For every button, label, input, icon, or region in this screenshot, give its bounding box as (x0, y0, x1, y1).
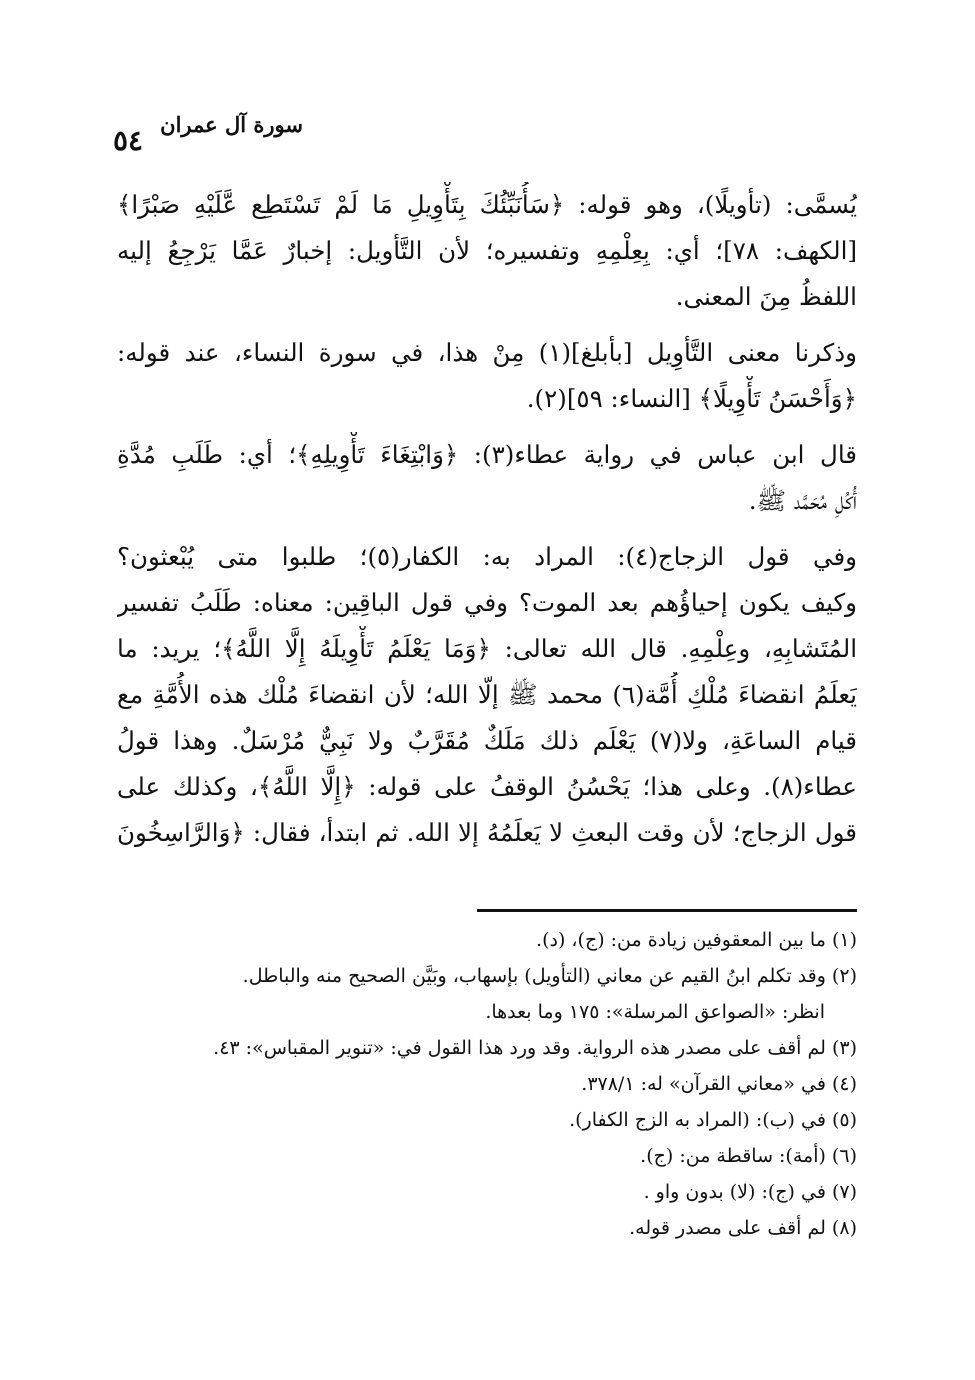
text-line: اللفظُ مِنَ المعنى. (675, 282, 857, 311)
footnote: (١) ما بين المعقوفين زيادة من: (ج)، (د). (536, 929, 857, 951)
footnote: (٦) (أمة): ساقطة من: (ج). (640, 1145, 857, 1167)
text-line: عطاء(٨). وعلى هذا؛ يَحْسُنُ الوقفُ على قوله: ﴿إِلَّا اللَّهُ﴾، وكذلك على (117, 772, 857, 801)
footnote: (٥) في (ب): (المراد به الزج الكفار). (569, 1109, 857, 1131)
text-line: [الكهف: ٧٨]؛ أي: بِعِلْمِهِ وتفسيره؛ لأن التَّأويل: إخبارٌ عَمَّا يَرْجِعُ إليه (117, 236, 857, 265)
text-line: المُتَشابِهِ، وعِلْمِهِ. قال الله تعالى: ﴿وَمَا يَعْلَمُ تَأْوِيلَهُ إِلَّا اللَّهُ﴾؛ يريد: ما (117, 634, 857, 663)
text-line: ﴿وَأَحْسَنُ تَأْوِيلًا﴾ [النساء: ٥٩](٢). (526, 384, 857, 413)
text-line: يَعلَمُ انقضاءَ مُلْكِ أُمَّة(٦) محمد ﷺ إلّا الله؛ لأن انقضاءَ مُلْك هذه الأُمَّةِ مع (117, 680, 857, 709)
footnote: (٢) وقد تكلم ابنُ القيم عن معاني (التأويل) بإسهاب، وبَيَّن الصحيح منه والباطل. (242, 965, 857, 987)
text-line: قول الزجاج؛ لأن وقت البعثِ لا يَعلَمُهُ إلا الله. ثم ابتدأ، فقال: ﴿وَالرَّاسِخُونَ (117, 818, 857, 847)
footnote: (٨) لم أقف على مصدر قوله. (629, 1217, 857, 1239)
text-line: قال ابن عباس في رواية عطاء(٣): ﴿وَابْتِغَاءَ تَأْوِيلِهِ﴾؛ أي: طَلَبِ مُدَّةِ (117, 440, 857, 469)
running-header-title: سورة آل عمران (160, 112, 303, 137)
footnote-continuation: انظر: «الصواعق المرسلة»: ١٧٥ وما بعدها. (485, 1001, 825, 1023)
text-line: أُكُلِ مُحَمَّد ﷺ. (748, 486, 857, 515)
text-line: وذكرنا معنى التَّأوِيل [بأبلغ](١) مِنْ هذا، في سورة النساء، عند قوله: (117, 338, 857, 367)
text-line: قيام الساعَةِ، ولا(٧) يَعْلَم ذلك مَلَكٌ مُقَرَّبٌ ولا نَبِيٌّ مُرْسَلٌ. وهذا قولُ (117, 726, 857, 755)
text-line: وكيف يكون إحياؤُهم بعد الموت؟ وفي قول الباقِين: معناه: طَلَبُ تفسير (117, 588, 857, 617)
footnote-separator (477, 909, 857, 912)
main-text (117, 182, 857, 856)
footnotes (117, 922, 857, 1246)
text-line: يُسمَّى: (تأويلًا)، وهو قوله: ﴿سَأُنَبِّئُكَ بِتَأْوِيلِ مَا لَمْ تَسْتَطِع عَّلَيْهِ صَبْرًا﴾ (117, 190, 857, 219)
page-number: ٥٤ (113, 124, 144, 157)
text-line: وفي قول الزجاج(٤): المراد به: الكفار(٥)؛ طلبوا متى يُبْعثون؟ (117, 542, 857, 571)
footnote: (٤) في «معاني القرآن» له: ٣٧٨/١. (581, 1073, 857, 1095)
footnote: (٣) لم أقف على مصدر هذه الرواية. وقد ورد هذا القول في: «تنوير المقباس»: ٤٣. (213, 1037, 857, 1059)
footnote: (٧) في (ج): (لا) بدون واو . (643, 1181, 857, 1203)
